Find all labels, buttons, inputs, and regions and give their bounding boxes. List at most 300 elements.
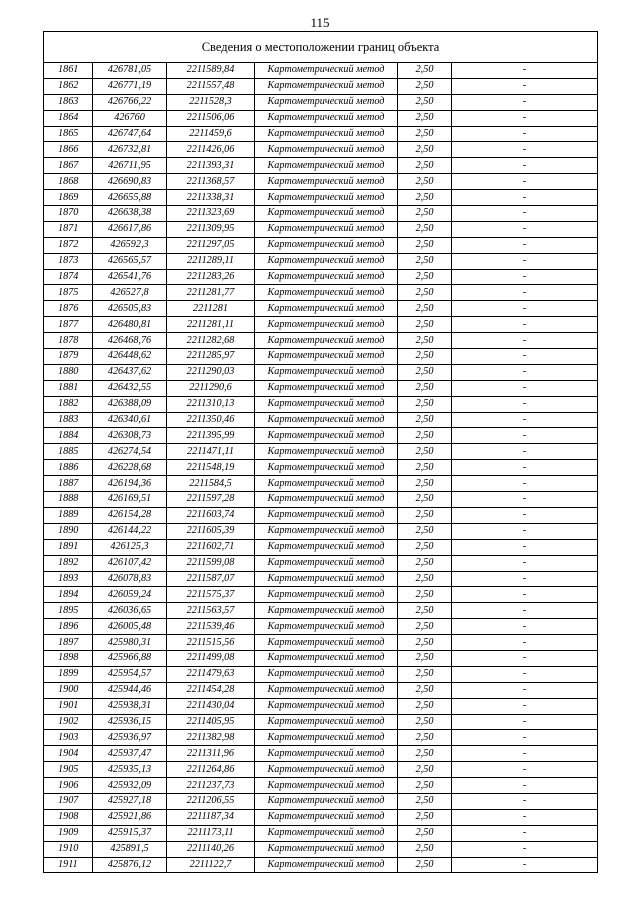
point-number-cell: 1895 — [44, 603, 93, 619]
note-cell: - — [452, 221, 598, 237]
coord-x-cell: 426711,95 — [93, 158, 167, 174]
coord-x-cell: 426480,81 — [93, 317, 167, 333]
method-cell: Картометрический метод — [255, 428, 398, 444]
accuracy-cell: 2,50 — [398, 714, 452, 730]
accuracy-cell: 2,50 — [398, 269, 452, 285]
point-number-cell: 1904 — [44, 746, 93, 762]
coord-y-cell: 2211548,19 — [167, 460, 255, 476]
accuracy-cell: 2,50 — [398, 587, 452, 603]
coord-x-cell: 426766,22 — [93, 94, 167, 110]
coord-y-cell: 2211479,63 — [167, 666, 255, 682]
accuracy-cell: 2,50 — [398, 142, 452, 158]
note-cell: - — [452, 142, 598, 158]
method-cell: Картометрический метод — [255, 555, 398, 571]
table-row — [44, 650, 598, 666]
coord-x-cell: 426505,83 — [93, 301, 167, 317]
method-cell: Картометрический метод — [255, 285, 398, 301]
coord-y-cell: 2211539,46 — [167, 619, 255, 635]
point-number-cell: 1866 — [44, 142, 93, 158]
coord-y-cell: 2211499,08 — [167, 650, 255, 666]
note-cell: - — [452, 206, 598, 222]
point-number-cell: 1877 — [44, 317, 93, 333]
accuracy-cell: 2,50 — [398, 762, 452, 778]
accuracy-cell: 2,50 — [398, 666, 452, 682]
note-cell: - — [452, 301, 598, 317]
table-row — [44, 317, 598, 333]
coord-x-cell: 426308,73 — [93, 428, 167, 444]
note-cell: - — [452, 380, 598, 396]
page-number: 115 — [310, 15, 330, 30]
accuracy-cell: 2,50 — [398, 190, 452, 206]
note-cell: - — [452, 778, 598, 794]
point-number-cell: 1883 — [44, 412, 93, 428]
table-row — [44, 174, 598, 190]
point-number-cell: 1900 — [44, 682, 93, 698]
table-row — [44, 444, 598, 460]
coord-y-cell: 2211309,95 — [167, 221, 255, 237]
coord-y-cell: 2211350,46 — [167, 412, 255, 428]
accuracy-cell: 2,50 — [398, 857, 452, 873]
coord-y-cell: 2211290,6 — [167, 380, 255, 396]
coord-x-cell: 426592,3 — [93, 237, 167, 253]
accuracy-cell: 2,50 — [398, 507, 452, 523]
point-number-cell: 1867 — [44, 158, 93, 174]
method-cell: Картометрический метод — [255, 269, 398, 285]
accuracy-cell: 2,50 — [398, 301, 452, 317]
table-row — [44, 762, 598, 778]
table-row — [44, 682, 598, 698]
coord-y-cell: 2211599,08 — [167, 555, 255, 571]
table-row — [44, 587, 598, 603]
point-number-cell: 1868 — [44, 174, 93, 190]
note-cell: - — [452, 762, 598, 778]
accuracy-cell: 2,50 — [398, 682, 452, 698]
coord-y-cell: 2211122,7 — [167, 857, 255, 873]
note-cell: - — [452, 158, 598, 174]
method-cell: Картометрический метод — [255, 63, 398, 79]
coord-y-cell: 2211430,04 — [167, 698, 255, 714]
accuracy-cell: 2,50 — [398, 412, 452, 428]
coord-y-cell: 2211393,31 — [167, 158, 255, 174]
note-cell: - — [452, 714, 598, 730]
note-cell: - — [452, 539, 598, 555]
point-number-cell: 1910 — [44, 841, 93, 857]
coord-x-cell: 426125,3 — [93, 539, 167, 555]
table-row — [44, 206, 598, 222]
accuracy-cell: 2,50 — [398, 237, 452, 253]
note-cell: - — [452, 698, 598, 714]
note-cell: - — [452, 682, 598, 698]
note-cell: - — [452, 507, 598, 523]
accuracy-cell: 2,50 — [398, 476, 452, 492]
coord-x-cell: 426771,19 — [93, 78, 167, 94]
coord-y-cell: 2211368,57 — [167, 174, 255, 190]
accuracy-cell: 2,50 — [398, 380, 452, 396]
note-cell: - — [452, 460, 598, 476]
point-number-cell: 1865 — [44, 126, 93, 142]
coord-y-cell: 2211506,06 — [167, 110, 255, 126]
note-cell: - — [452, 650, 598, 666]
point-number-cell: 1869 — [44, 190, 93, 206]
coord-x-cell: 425935,13 — [93, 762, 167, 778]
coord-x-cell: 425954,57 — [93, 666, 167, 682]
accuracy-cell: 2,50 — [398, 63, 452, 79]
table-row — [44, 253, 598, 269]
note-cell: - — [452, 746, 598, 762]
note-cell: - — [452, 857, 598, 873]
coord-x-cell: 426274,54 — [93, 444, 167, 460]
method-cell: Картометрический метод — [255, 380, 398, 396]
coord-x-cell: 425891,5 — [93, 841, 167, 857]
table-row — [44, 333, 598, 349]
coord-x-cell: 426432,55 — [93, 380, 167, 396]
table-row — [44, 730, 598, 746]
point-number-cell: 1888 — [44, 492, 93, 508]
coord-x-cell: 426005,48 — [93, 619, 167, 635]
table-row — [44, 619, 598, 635]
coord-x-cell: 425927,18 — [93, 793, 167, 809]
point-number-cell: 1890 — [44, 523, 93, 539]
note-cell: - — [452, 412, 598, 428]
note-cell: - — [452, 619, 598, 635]
coord-x-cell: 426527,8 — [93, 285, 167, 301]
table-row — [44, 142, 598, 158]
table-title-row — [44, 32, 598, 63]
accuracy-cell: 2,50 — [398, 603, 452, 619]
accuracy-cell: 2,50 — [398, 364, 452, 380]
note-cell: - — [452, 793, 598, 809]
note-cell: - — [452, 364, 598, 380]
method-cell: Картометрический метод — [255, 635, 398, 651]
table-row — [44, 857, 598, 873]
coord-x-cell: 425876,12 — [93, 857, 167, 873]
note-cell: - — [452, 730, 598, 746]
accuracy-cell: 2,50 — [398, 110, 452, 126]
point-number-cell: 1897 — [44, 635, 93, 651]
coord-y-cell: 2211528,3 — [167, 94, 255, 110]
coord-x-cell: 426078,83 — [93, 571, 167, 587]
point-number-cell: 1907 — [44, 793, 93, 809]
coord-x-cell: 426690,83 — [93, 174, 167, 190]
method-cell: Картометрический метод — [255, 206, 398, 222]
table-row — [44, 507, 598, 523]
accuracy-cell: 2,50 — [398, 730, 452, 746]
point-number-cell: 1863 — [44, 94, 93, 110]
note-cell: - — [452, 285, 598, 301]
coord-x-cell: 425921,86 — [93, 809, 167, 825]
coord-x-cell: 426638,38 — [93, 206, 167, 222]
note-cell: - — [452, 809, 598, 825]
table-row — [44, 778, 598, 794]
method-cell: Картометрический метод — [255, 253, 398, 269]
coord-y-cell: 2211311,96 — [167, 746, 255, 762]
table-row — [44, 237, 598, 253]
point-number-cell: 1894 — [44, 587, 93, 603]
coord-y-cell: 2211206,55 — [167, 793, 255, 809]
note-cell: - — [452, 174, 598, 190]
method-cell: Картометрический метод — [255, 571, 398, 587]
point-number-cell: 1896 — [44, 619, 93, 635]
coord-y-cell: 2211290,03 — [167, 364, 255, 380]
accuracy-cell: 2,50 — [398, 317, 452, 333]
point-number-cell: 1881 — [44, 380, 93, 396]
method-cell: Картометрический метод — [255, 539, 398, 555]
coord-x-cell: 426059,24 — [93, 587, 167, 603]
accuracy-cell: 2,50 — [398, 206, 452, 222]
table-row — [44, 793, 598, 809]
boundary-table — [43, 31, 598, 873]
coord-y-cell: 2211557,48 — [167, 78, 255, 94]
table-row — [44, 190, 598, 206]
point-number-cell: 1901 — [44, 698, 93, 714]
accuracy-cell: 2,50 — [398, 221, 452, 237]
method-cell: Картометрический метод — [255, 237, 398, 253]
accuracy-cell: 2,50 — [398, 841, 452, 857]
method-cell: Картометрический метод — [255, 221, 398, 237]
accuracy-cell: 2,50 — [398, 158, 452, 174]
note-cell: - — [452, 63, 598, 79]
table-row — [44, 349, 598, 365]
point-number-cell: 1878 — [44, 333, 93, 349]
method-cell: Картометрический метод — [255, 158, 398, 174]
coord-y-cell: 2211575,37 — [167, 587, 255, 603]
table-row — [44, 301, 598, 317]
table-row — [44, 523, 598, 539]
accuracy-cell: 2,50 — [398, 635, 452, 651]
table-row — [44, 841, 598, 857]
method-cell: Картометрический метод — [255, 746, 398, 762]
coord-y-cell: 2211310,13 — [167, 396, 255, 412]
table-row — [44, 539, 598, 555]
accuracy-cell: 2,50 — [398, 778, 452, 794]
note-cell: - — [452, 190, 598, 206]
coord-y-cell: 2211282,68 — [167, 333, 255, 349]
coord-y-cell: 2211264,86 — [167, 762, 255, 778]
method-cell: Картометрический метод — [255, 682, 398, 698]
note-cell: - — [452, 94, 598, 110]
accuracy-cell: 2,50 — [398, 809, 452, 825]
accuracy-cell: 2,50 — [398, 619, 452, 635]
table-row — [44, 603, 598, 619]
table-row — [44, 635, 598, 651]
coord-x-cell: 426781,05 — [93, 63, 167, 79]
coord-x-cell: 426732,81 — [93, 142, 167, 158]
coord-x-cell: 425932,09 — [93, 778, 167, 794]
coord-x-cell: 425966,88 — [93, 650, 167, 666]
accuracy-cell: 2,50 — [398, 698, 452, 714]
note-cell: - — [452, 825, 598, 841]
accuracy-cell: 2,50 — [398, 492, 452, 508]
method-cell: Картометрический метод — [255, 78, 398, 94]
table-row — [44, 78, 598, 94]
coord-y-cell: 2211405,95 — [167, 714, 255, 730]
coord-y-cell: 2211173,11 — [167, 825, 255, 841]
point-number-cell: 1908 — [44, 809, 93, 825]
method-cell: Картометрический метод — [255, 793, 398, 809]
accuracy-cell: 2,50 — [398, 523, 452, 539]
coord-y-cell: 2211597,28 — [167, 492, 255, 508]
note-cell: - — [452, 349, 598, 365]
point-number-cell: 1874 — [44, 269, 93, 285]
accuracy-cell: 2,50 — [398, 460, 452, 476]
table-row — [44, 221, 598, 237]
coord-x-cell: 426747,64 — [93, 126, 167, 142]
note-cell: - — [452, 841, 598, 857]
point-number-cell: 1862 — [44, 78, 93, 94]
method-cell: Картометрический метод — [255, 190, 398, 206]
note-cell: - — [452, 333, 598, 349]
point-number-cell: 1872 — [44, 237, 93, 253]
table-row — [44, 269, 598, 285]
coord-y-cell: 2211281,11 — [167, 317, 255, 333]
coord-x-cell: 426655,88 — [93, 190, 167, 206]
point-number-cell: 1864 — [44, 110, 93, 126]
method-cell: Картометрический метод — [255, 619, 398, 635]
method-cell: Картометрический метод — [255, 460, 398, 476]
point-number-cell: 1891 — [44, 539, 93, 555]
coord-y-cell: 2211602,71 — [167, 539, 255, 555]
coord-y-cell: 2211587,07 — [167, 571, 255, 587]
method-cell: Картометрический метод — [255, 174, 398, 190]
table-title: Сведения о местоположении границ объекта — [44, 32, 598, 63]
coord-y-cell: 2211589,84 — [167, 63, 255, 79]
method-cell: Картометрический метод — [255, 142, 398, 158]
table-row — [44, 714, 598, 730]
point-number-cell: 1893 — [44, 571, 93, 587]
coord-x-cell: 425936,97 — [93, 730, 167, 746]
coord-x-cell: 426194,36 — [93, 476, 167, 492]
method-cell: Картометрический метод — [255, 762, 398, 778]
note-cell: - — [452, 555, 598, 571]
point-number-cell: 1911 — [44, 857, 93, 873]
coord-y-cell: 2211338,31 — [167, 190, 255, 206]
coord-y-cell: 2211459,6 — [167, 126, 255, 142]
method-cell: Картометрический метод — [255, 126, 398, 142]
method-cell: Картометрический метод — [255, 476, 398, 492]
point-number-cell: 1886 — [44, 460, 93, 476]
accuracy-cell: 2,50 — [398, 396, 452, 412]
table-row — [44, 825, 598, 841]
table-row — [44, 555, 598, 571]
coord-y-cell: 2211285,97 — [167, 349, 255, 365]
note-cell: - — [452, 269, 598, 285]
method-cell: Картометрический метод — [255, 698, 398, 714]
table-row — [44, 158, 598, 174]
method-cell: Картометрический метод — [255, 778, 398, 794]
coord-y-cell: 2211323,69 — [167, 206, 255, 222]
coord-y-cell: 2211471,11 — [167, 444, 255, 460]
method-cell: Картометрический метод — [255, 523, 398, 539]
note-cell: - — [452, 571, 598, 587]
note-cell: - — [452, 110, 598, 126]
point-number-cell: 1892 — [44, 555, 93, 571]
point-number-cell: 1902 — [44, 714, 93, 730]
note-cell: - — [452, 635, 598, 651]
coord-y-cell: 2211281,77 — [167, 285, 255, 301]
point-number-cell: 1879 — [44, 349, 93, 365]
coord-x-cell: 426107,42 — [93, 555, 167, 571]
point-number-cell: 1898 — [44, 650, 93, 666]
method-cell: Картометрический метод — [255, 809, 398, 825]
point-number-cell: 1905 — [44, 762, 93, 778]
accuracy-cell: 2,50 — [398, 428, 452, 444]
table-row — [44, 396, 598, 412]
accuracy-cell: 2,50 — [398, 555, 452, 571]
table-row — [44, 63, 598, 79]
coord-y-cell: 2211426,06 — [167, 142, 255, 158]
accuracy-cell: 2,50 — [398, 94, 452, 110]
method-cell: Картометрический метод — [255, 730, 398, 746]
coord-y-cell: 2211603,74 — [167, 507, 255, 523]
point-number-cell: 1887 — [44, 476, 93, 492]
method-cell: Картометрический метод — [255, 317, 398, 333]
note-cell: - — [452, 603, 598, 619]
coord-y-cell: 2211237,73 — [167, 778, 255, 794]
coord-y-cell: 2211382,98 — [167, 730, 255, 746]
coord-y-cell: 2211281 — [167, 301, 255, 317]
note-cell: - — [452, 253, 598, 269]
point-number-cell: 1882 — [44, 396, 93, 412]
accuracy-cell: 2,50 — [398, 825, 452, 841]
accuracy-cell: 2,50 — [398, 349, 452, 365]
table-row — [44, 571, 598, 587]
table-row — [44, 364, 598, 380]
coord-x-cell: 426228,68 — [93, 460, 167, 476]
note-cell: - — [452, 428, 598, 444]
coord-x-cell: 425915,37 — [93, 825, 167, 841]
coord-x-cell: 426760 — [93, 110, 167, 126]
coord-x-cell: 426448,62 — [93, 349, 167, 365]
coord-x-cell: 426617,86 — [93, 221, 167, 237]
point-number-cell: 1885 — [44, 444, 93, 460]
note-cell: - — [452, 78, 598, 94]
table-row — [44, 380, 598, 396]
point-number-cell: 1889 — [44, 507, 93, 523]
accuracy-cell: 2,50 — [398, 126, 452, 142]
table-row — [44, 94, 598, 110]
method-cell: Картометрический метод — [255, 396, 398, 412]
note-cell: - — [452, 476, 598, 492]
note-cell: - — [452, 523, 598, 539]
table-row — [44, 666, 598, 682]
point-number-cell: 1871 — [44, 221, 93, 237]
coord-x-cell: 426144,22 — [93, 523, 167, 539]
note-cell: - — [452, 666, 598, 682]
coord-x-cell: 425944,46 — [93, 682, 167, 698]
coord-x-cell: 426169,51 — [93, 492, 167, 508]
table-row — [44, 110, 598, 126]
table-row — [44, 285, 598, 301]
method-cell: Картометрический метод — [255, 841, 398, 857]
coord-x-cell: 426468,76 — [93, 333, 167, 349]
coord-y-cell: 2211515,56 — [167, 635, 255, 651]
coord-x-cell: 425937,47 — [93, 746, 167, 762]
table-row — [44, 126, 598, 142]
coord-x-cell: 426340,61 — [93, 412, 167, 428]
accuracy-cell: 2,50 — [398, 444, 452, 460]
table-row — [44, 412, 598, 428]
note-cell: - — [452, 237, 598, 253]
accuracy-cell: 2,50 — [398, 78, 452, 94]
note-cell: - — [452, 587, 598, 603]
point-number-cell: 1875 — [44, 285, 93, 301]
method-cell: Картометрический метод — [255, 650, 398, 666]
coord-x-cell: 425980,31 — [93, 635, 167, 651]
method-cell: Картометрический метод — [255, 666, 398, 682]
method-cell: Картометрический метод — [255, 587, 398, 603]
coord-x-cell: 426541,76 — [93, 269, 167, 285]
point-number-cell: 1880 — [44, 364, 93, 380]
